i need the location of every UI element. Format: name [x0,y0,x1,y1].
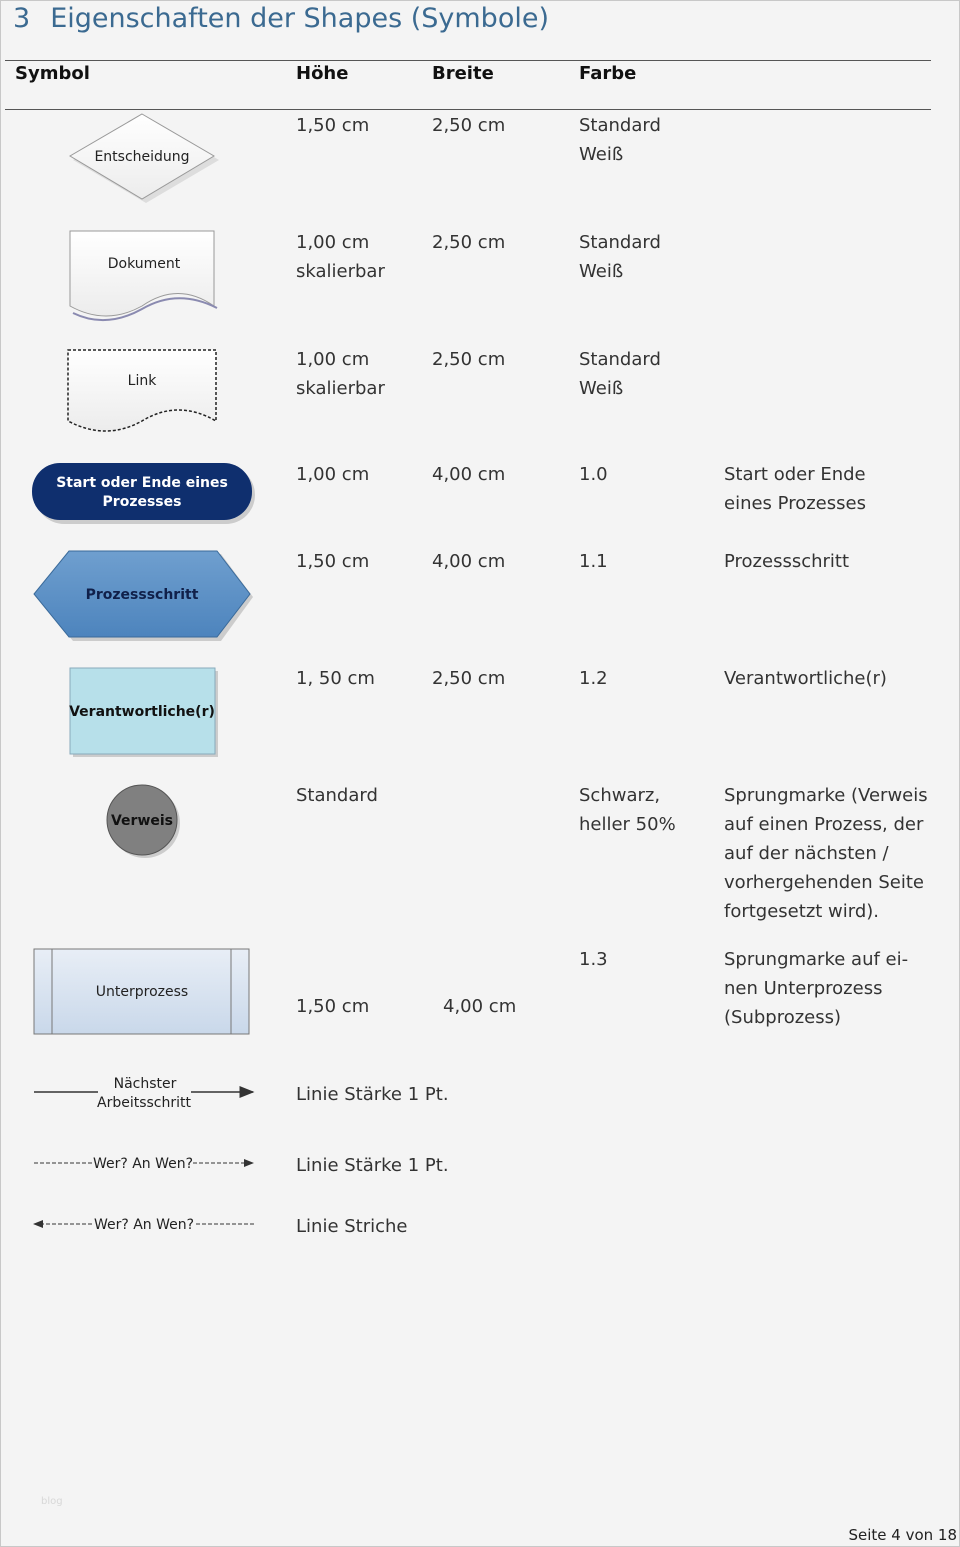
row-start-breite: 4,00 cm [432,464,506,485]
page-number: Seite 4 von 18 [848,1526,957,1544]
reference-shape [107,785,180,858]
section-title-text: Eigenschaften der Shapes (Symbole) [50,3,549,34]
document-shape [70,231,217,320]
connector-label-1: Nächster [113,1076,177,1092]
process-step-label: Prozessschritt [85,587,199,603]
subprocess-shape [34,949,249,1034]
document-label: Dokument [107,256,181,272]
start-end-label-1: Start oder Ende eines [56,475,228,491]
header-breite: Breite [432,63,494,84]
watermark: blog [41,1496,63,1507]
header-hoehe: Höhe [296,63,349,84]
line-dashed-left-desc: Linie Striche [296,1216,408,1237]
row-reference-hoehe: Standard [296,785,378,806]
link-shape [68,350,216,431]
row-subprocess-desc: Sprungmarke auf ei- nen Unterprozess (Subprozess) [724,949,909,1028]
connector-dashed-left [34,1217,255,1233]
row-subprocess-farbe: 1.3 [579,949,608,970]
section-number: 3 [13,3,31,34]
header-symbol: Symbol [15,63,90,84]
row-process-farbe: 1.1 [579,551,608,572]
responsible-shape [69,668,218,757]
row-document-farbe: Standard Weiß [579,232,661,282]
row-responsible-breite: 2,50 cm [432,668,506,689]
row-subprocess-hoehe: 1,50 cm [296,996,370,1017]
subprocess-label: Unterprozess [95,984,189,1000]
row-link-farbe: Standard Weiß [579,349,661,399]
row-start-desc: Start oder Ende eines Prozesses [724,464,866,514]
connector-dashed-right [34,1156,253,1172]
row-responsible-farbe: 1.2 [579,668,608,689]
row-process-desc: Prozessschritt [724,551,850,572]
row-decision-hoehe: 1,50 cm [296,115,370,136]
row-process-breite: 4,00 cm [432,551,506,572]
row-link-hoehe: 1,00 cm skalierbar [296,349,385,399]
line-solid-desc: Linie Stärke 1 Pt. [296,1084,449,1105]
row-document-breite: 2,50 cm [432,232,506,253]
row-start-farbe: 1.0 [579,464,608,485]
connector-label-2: Arbeitsschritt [97,1095,191,1111]
start-end-shape [32,463,255,524]
responsible-label: Verantwortliche(r) [69,704,215,720]
reference-label: Verweis [110,813,174,829]
decision-shape [70,114,219,203]
decision-label: Entscheidung [94,149,190,165]
row-subprocess-breite: 4,00 cm [443,996,517,1017]
connector-solid [34,1076,253,1111]
row-reference-desc: Sprungmarke (Verweis auf einen Prozess, der auf der nächsten / vorhergehenden Seite fortgesetzt wird). [724,785,928,922]
row-process-hoehe: 1,50 cm [296,551,370,572]
link-label: Link [127,373,157,389]
row-decision-farbe: Standard Weiß [579,115,661,165]
row-responsible-hoehe: 1, 50 cm [296,668,375,689]
row-start-hoehe: 1,00 cm [296,464,370,485]
row-decision-breite: 2,50 cm [432,115,506,136]
row-reference-farbe: Schwarz, heller 50% [579,785,676,835]
row-link-breite: 2,50 cm [432,349,506,370]
process-step-shape [34,551,253,641]
row-responsible-desc: Verantwortliche(r) [724,668,887,689]
shapes-column [1,1,301,1261]
dashed-right-label: Wer? An Wen? [92,1156,194,1172]
row-document-hoehe: 1,00 cm skalierbar [296,232,385,282]
start-end-label-2: Prozesses [102,494,182,510]
line-dashed-right-desc: Linie Stärke 1 Pt. [296,1155,449,1176]
dashed-left-label: Wer? An Wen? [93,1217,195,1233]
header-farbe: Farbe [579,63,637,84]
